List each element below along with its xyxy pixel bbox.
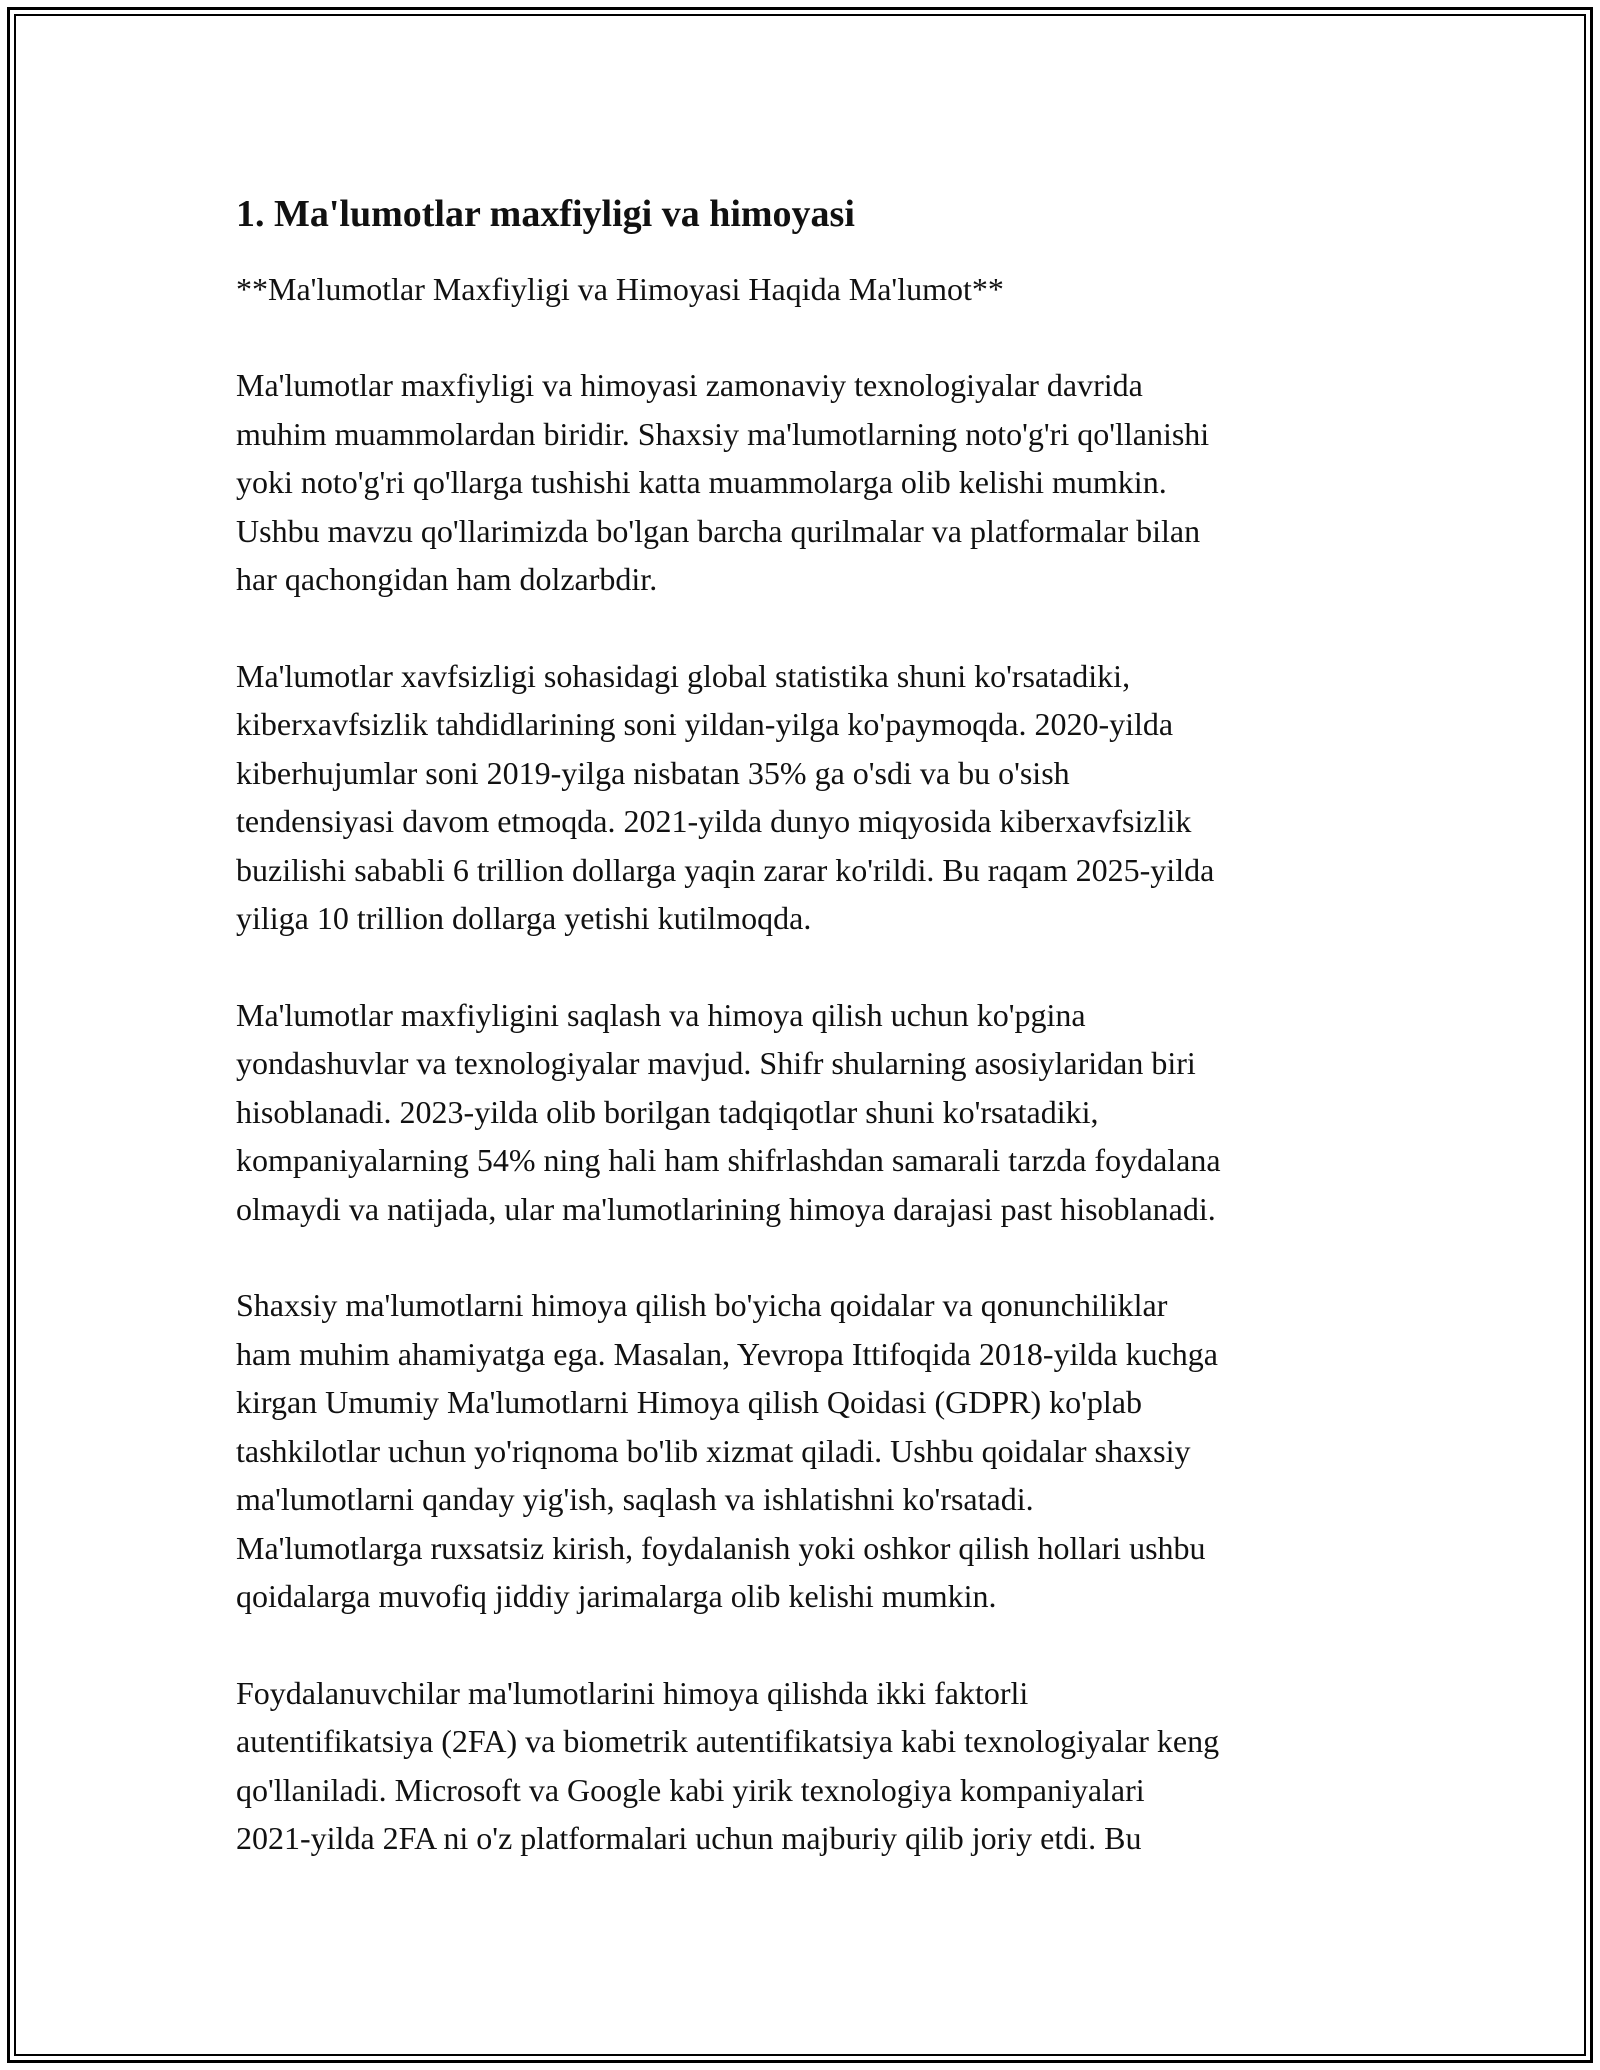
text-line: Ma'lumotlarga ruxsatsiz kirish, foydalanish yoki oshkor qilish hollari ushbu	[236, 1529, 1206, 1566]
text-line: qo'llaniladi. Microsoft va Google kabi yirik texnologiya kompaniyalari	[236, 1771, 1145, 1808]
text-line: kiberhujumlar soni 2019-yilga nisbatan 35% ga o'sdi va bu o'sish	[236, 754, 1070, 791]
text-line: har qachongidan ham dolzarbdir.	[236, 561, 658, 597]
section-heading: 1. Ma'lumotlar maxfiyligi va himoyasi	[236, 193, 855, 235]
text-line: kompaniyalarning 54% ning hali ham shifrlashdan samarali tarzda foydalana	[236, 1142, 1221, 1178]
text-line: Ma'lumotlar maxfiyligi va himoyasi zamonaviy texnologiyalar davrida	[236, 367, 1143, 403]
text-line: Ushbu mavzu qo'llarimizda bo'lgan barcha qurilmalar va platformalar bilan	[236, 512, 1201, 549]
text-line: Foydalanuvchilar ma'lumotlarini himoya qilishda ikki faktorli	[236, 1674, 1029, 1711]
text-line: Ma'lumotlar maxfiyligini saqlash va himoya qilish uchun ko'pgina	[236, 996, 1086, 1033]
text-line: ma'lumotlarni qanday yig'ish, saqlash va ishlatishni ko'rsatadi.	[236, 1481, 1034, 1517]
paragraph	[236, 991, 1376, 1234]
text-line: autentifikatsiya (2FA) va biometrik autentifikatsiya kabi texnologiyalar keng	[236, 1723, 1220, 1759]
document-subtitle: **Ma'lumotlar Maxfiyligi va Himoyasi Haqida Ma'lumot**	[236, 271, 1004, 307]
paragraph	[236, 652, 1376, 943]
paragraph	[236, 1669, 1376, 1863]
text-line: tashkilotlar uchun yo'riqnoma bo'lib xizmat qiladi. Ushbu qoidalar shaxsiy	[236, 1432, 1191, 1469]
text-line: Shaxsiy ma'lumotlarni himoya qilish bo'yicha qoidalar va qonunchiliklar	[236, 1287, 1168, 1323]
text-line: kirgan Umumiy Ma'lumotlarni Himoya qilish Qoidasi (GDPR) ko'plab	[236, 1384, 1142, 1420]
text-line: tendensiyasi davom etmoqda. 2021-yilda dunyo miqyosida kiberxavfsizlik	[236, 803, 1192, 839]
text-line: 2021-yilda 2FA ni o'z platformalari uchun majburiy qilib joriy etdi. Bu	[236, 1820, 1142, 1856]
text-line: yiliga 10 trillion dollarga yetishi kutilmoqda.	[236, 900, 812, 936]
text-line: ham muhim ahamiyatga ega. Masalan, Yevropa Ittifoqida 2018-yilda kuchga	[236, 1335, 1218, 1372]
paragraph	[236, 361, 1376, 604]
text-line: buzilishi sababli 6 trillion dollarga yaqin zarar ko'rildi. Bu raqam 2025-yilda	[236, 851, 1215, 888]
text-line: qoidalarga muvofiq jiddiy jarimalarga olib kelishi mumkin.	[236, 1578, 997, 1614]
text-line: muhim muammolardan biridir. Shaxsiy ma'lumotlarning noto'g'ri qo'llanishi	[236, 415, 1210, 452]
text-line: hisoblanadi. 2023-yilda olib borilgan tadqiqotlar shuni ko'rsatadiki,	[236, 1093, 1099, 1130]
text-line: Ma'lumotlar xavfsizligi sohasidagi global statistika shuni ko'rsatadiki,	[236, 657, 1131, 694]
text-line: kiberxavfsizlik tahdidlarining soni yildan-yilga ko'paymoqda. 2020-yilda	[236, 706, 1174, 742]
document-body	[236, 361, 1376, 1863]
text-line: olmaydi va natijada, ular ma'lumotlarining himoya darajasi past hisoblanadi.	[236, 1190, 1216, 1227]
text-line: yondashuvlar va texnologiyalar mavjud. Shifr shularning asosiylaridan biri	[236, 1045, 1196, 1081]
document-page	[236, 190, 1376, 1863]
text-line: yoki noto'g'ri qo'llarga tushishi katta muammolarga olib kelishi mumkin.	[236, 464, 1167, 500]
paragraph	[236, 1281, 1376, 1621]
